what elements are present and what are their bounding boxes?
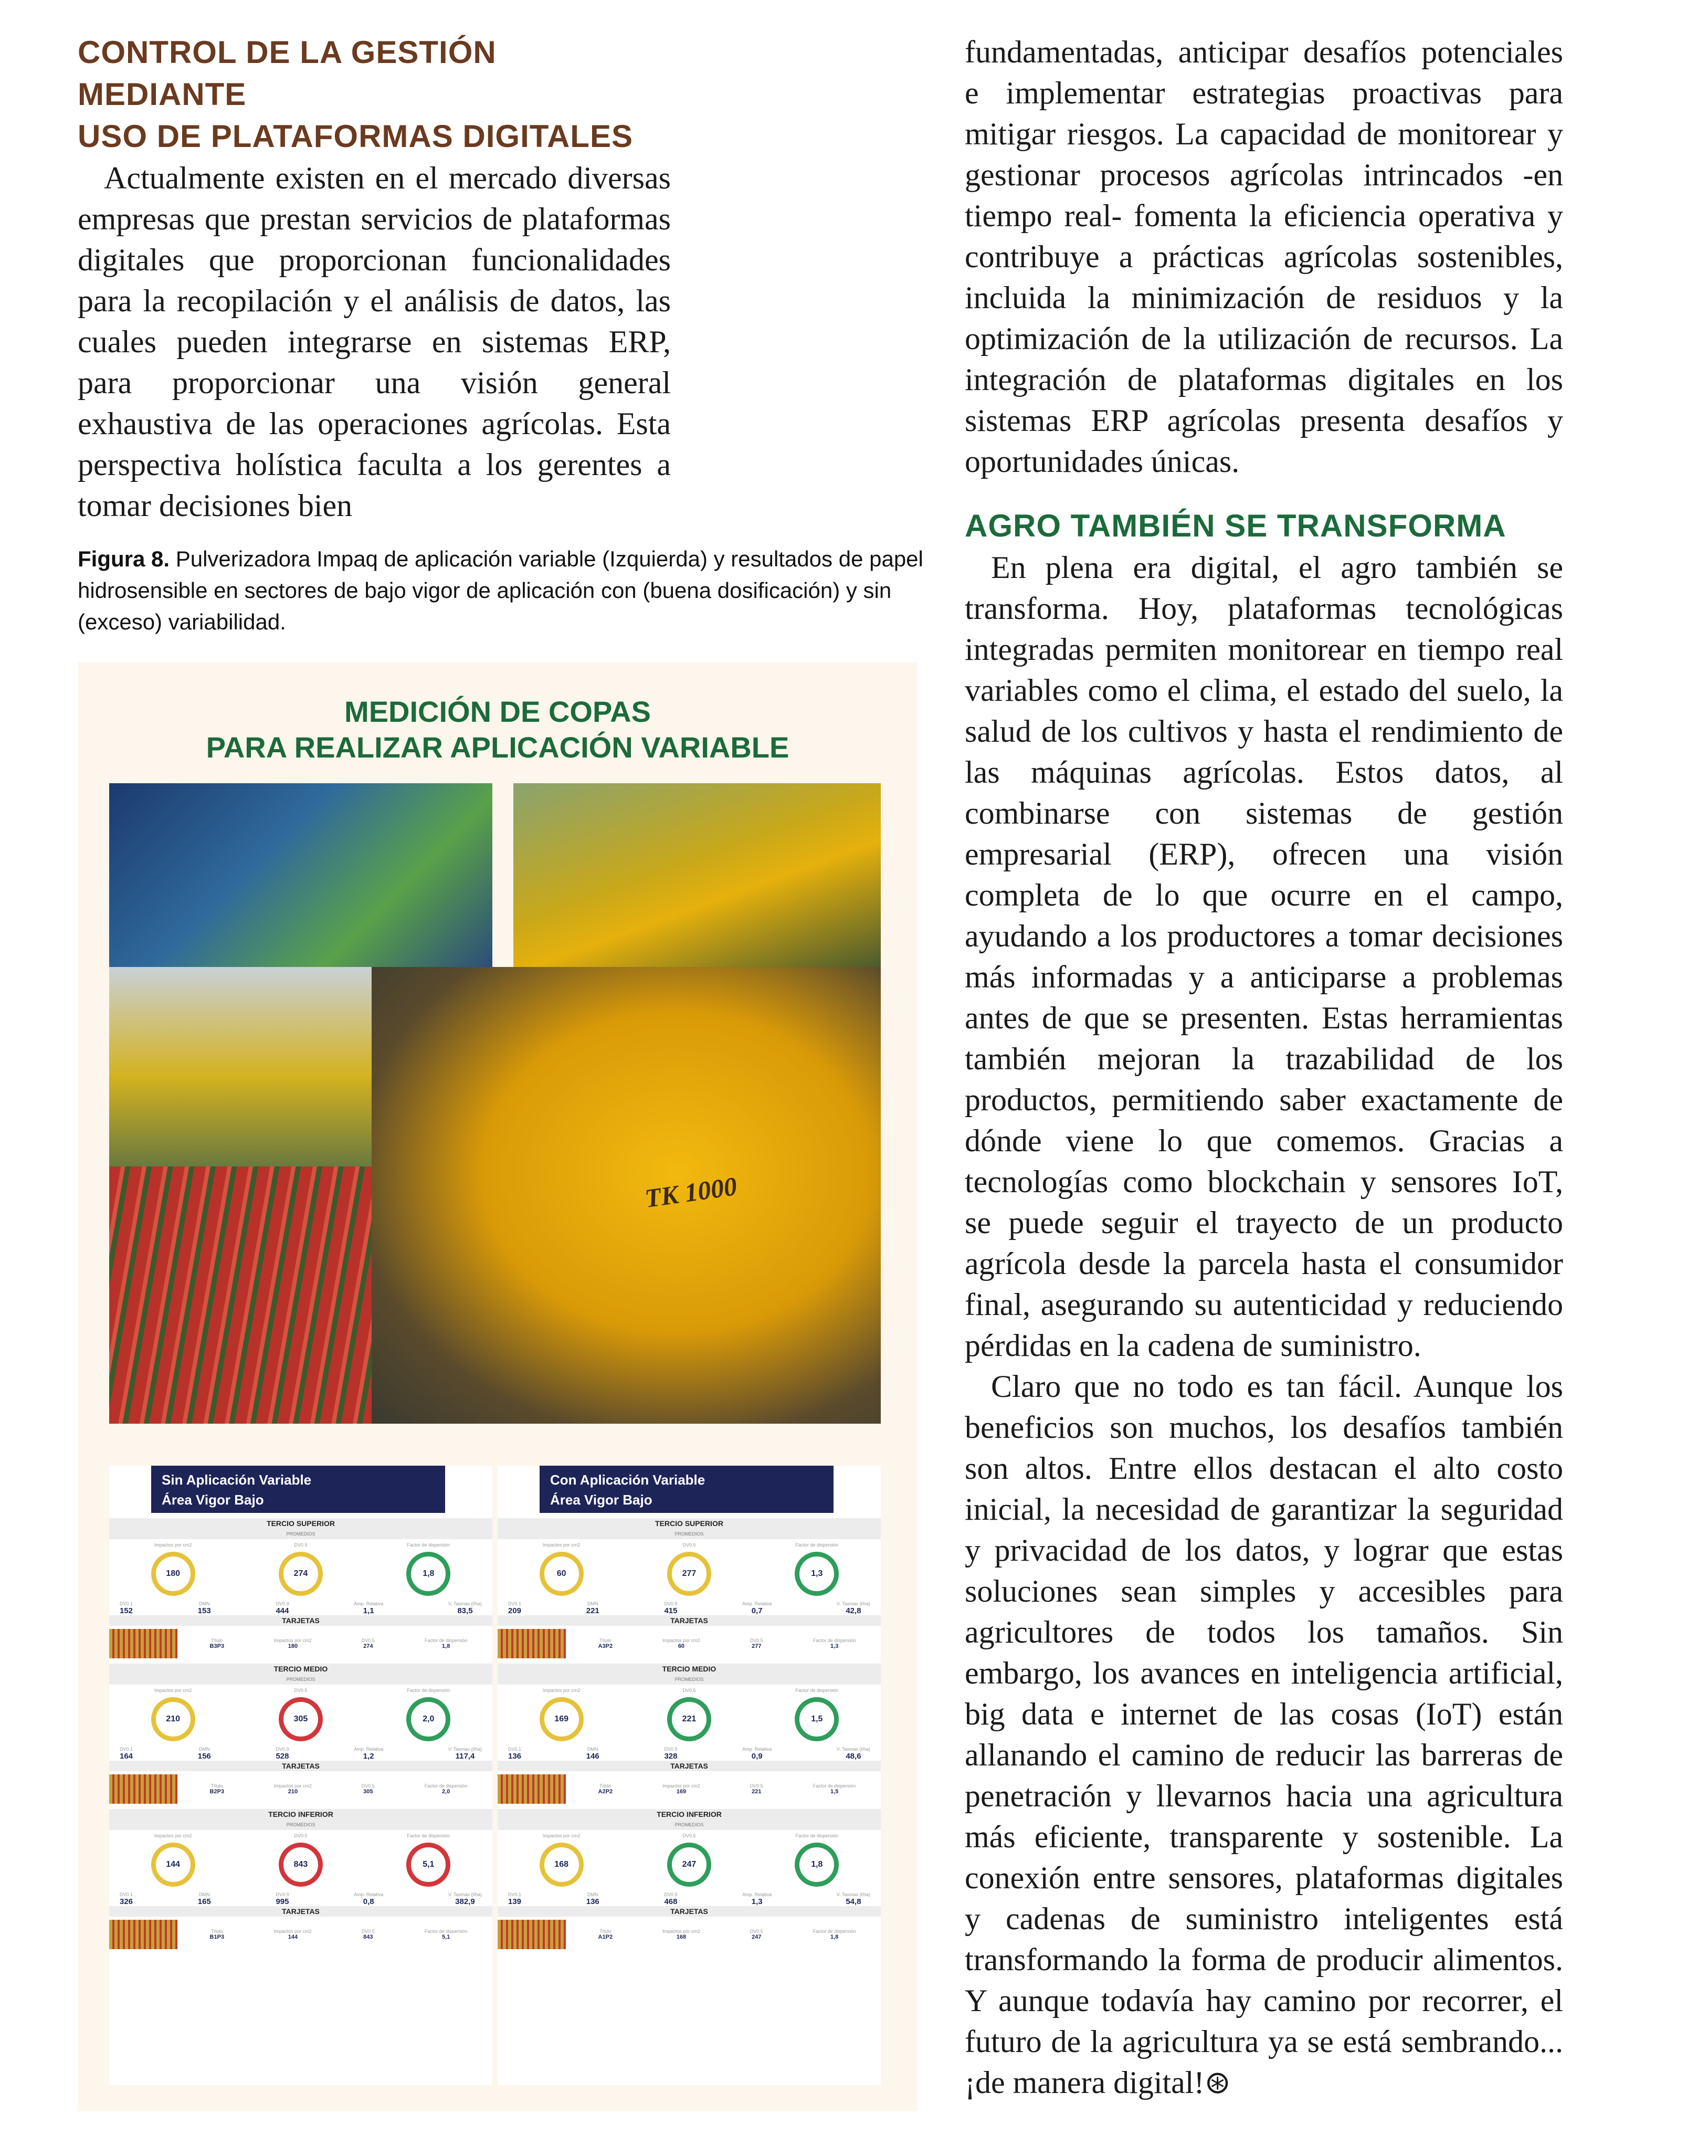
section-tercio xyxy=(498,1809,881,1949)
tractor-sprayer-photo xyxy=(109,967,372,1166)
section-title: TERCIO MEDIO PROMEDIOS xyxy=(498,1664,881,1685)
gauge-ring: 221 xyxy=(667,1697,711,1741)
panel-header: Con Aplicación Variable Área Vigor Bajo xyxy=(540,1466,834,1513)
tablet-map-photo xyxy=(109,783,492,967)
tarjeta-cell: DV0.5 305 xyxy=(361,1783,375,1795)
water-sensitive-paper-image xyxy=(109,1920,177,1949)
gauge-ring: 180 xyxy=(151,1552,195,1596)
section-heading-agro: AGRO TAMBIÉN SE TRANSFORMA xyxy=(965,508,1506,543)
tarjeta-cell: DV0.5 277 xyxy=(750,1638,763,1649)
gauge: Impactos por cm2 144 xyxy=(126,1833,220,1889)
gauge: Impactos por cm2 168 xyxy=(514,1833,609,1889)
tarjeta-row xyxy=(109,1774,492,1804)
gauge: Factor de dispersión 1,8 xyxy=(381,1542,476,1598)
stat: V. Tasmax (l/ha) 382,9 xyxy=(448,1892,482,1906)
stat: DV0.9 444 xyxy=(276,1601,289,1615)
stats-row xyxy=(109,1892,492,1906)
stat: DV0.1 136 xyxy=(508,1747,522,1761)
stat: Amp. Relativa 0,8 xyxy=(354,1892,384,1906)
tarjetas-title: TARJETAS xyxy=(109,1906,492,1917)
stat: V. Tasmax (l/ha) 117,4 xyxy=(448,1747,482,1761)
gauge-ring: 60 xyxy=(540,1552,584,1596)
tarjeta-cell: Impactos por cm2 168 xyxy=(662,1929,700,1940)
gauge-row xyxy=(109,1830,492,1892)
article-body-left xyxy=(78,157,671,526)
gauge: Factor de dispersión 1,5 xyxy=(769,1688,864,1743)
gauge-row xyxy=(498,1830,881,1892)
caption-text: Pulverizadora Impaq de aplicación variable (Izquierda) y resultados de papel hidrosensible en sectores de bajo vigor de aplicación con (buena dosificación) y sin (exceso) variabilidad. xyxy=(78,546,923,634)
gauge-ring: 169 xyxy=(540,1697,584,1741)
gauge-row xyxy=(498,1539,881,1601)
stat: V. Tasmax (l/ha) 42,8 xyxy=(836,1601,870,1615)
gauge-ring: 1,8 xyxy=(406,1552,450,1596)
section-tercio xyxy=(109,1664,492,1804)
gauge: Factor de dispersión 2,0 xyxy=(381,1688,476,1743)
right-column xyxy=(965,31,1563,2103)
tarjeta-cell: Impactos por cm2 180 xyxy=(274,1638,312,1649)
stats-row xyxy=(498,1892,881,1906)
stat: DV0.1 139 xyxy=(508,1892,522,1906)
stat: DV0.9 528 xyxy=(276,1747,289,1761)
stat: DV0.9 328 xyxy=(664,1747,678,1761)
stat: Amp. Relativa 1,3 xyxy=(742,1892,772,1906)
tarjeta-cell: Factor de dispersión 1,8 xyxy=(424,1638,468,1649)
stat: DMN 221 xyxy=(586,1601,599,1615)
tarjeta-row xyxy=(498,1629,881,1658)
stats-row xyxy=(109,1747,492,1761)
gauge: Impactos por cm2 169 xyxy=(514,1688,609,1743)
gauge: DV0.5 843 xyxy=(254,1833,348,1889)
article-body-agro xyxy=(965,547,1563,2103)
section-tercio xyxy=(498,1518,881,1658)
gauge: DV0.5 277 xyxy=(642,1542,736,1598)
sprayer-tank-photo xyxy=(513,783,881,967)
end-mark-icon: ⊛ xyxy=(1204,2065,1231,2100)
tarjeta-row xyxy=(498,1774,881,1804)
gauge-ring: 1,8 xyxy=(795,1843,839,1887)
water-sensitive-paper-image xyxy=(109,1774,177,1804)
tarjeta-cell: Impactos por cm2 210 xyxy=(274,1783,312,1795)
gauge-ring: 168 xyxy=(540,1843,584,1887)
stat: Amp. Relativa 0,7 xyxy=(742,1601,772,1615)
tarjetas-title: TARJETAS xyxy=(109,1615,492,1626)
tarjeta-row xyxy=(498,1920,881,1949)
gauge-row xyxy=(498,1685,881,1747)
gauge-ring: 247 xyxy=(667,1843,711,1887)
tarjeta-cell: Título B2P3 xyxy=(209,1783,225,1795)
stat: DV0.1 152 xyxy=(120,1601,133,1615)
gauge-row xyxy=(109,1685,492,1747)
gauge: DV0.5 247 xyxy=(642,1833,736,1889)
panel-header: Sin Aplicación Variable Área Vigor Bajo xyxy=(151,1466,445,1513)
tarjeta-cell: Factor de dispersión 1,5 xyxy=(813,1783,856,1795)
gauge-row xyxy=(109,1539,492,1601)
stat: DMN 146 xyxy=(586,1747,599,1761)
stat: Amp. Relativa 1,2 xyxy=(354,1747,384,1761)
figure-caption xyxy=(78,543,928,638)
section-title: TERCIO INFERIOR PROMEDIOS xyxy=(498,1809,881,1830)
gauge-ring: 1,5 xyxy=(795,1697,839,1741)
continuation-paragraph: fundamentadas, anticipar desafíos potenciales e implementar estrategias proactivas para mitigar riesgos. La capacidad de monitorear y gestionar procesos agrícolas intrincados -en tiempo real- fomenta la eficiencia operativa y contribuye a prácticas agrícolas sostenibles, incluida la minimización de residuos y la optimización de la utilización de recursos. La integración de plataformas digitales en los sistemas ERP agrícolas presenta desafíos y oportunidades únicas. xyxy=(965,35,1563,479)
section-title: TERCIO INFERIOR PROMEDIOS xyxy=(109,1809,492,1830)
section-heading-control: CONTROL DE LA GESTIÓN MEDIANTE USO DE PLATAFORMAS DIGITALES xyxy=(78,35,633,154)
stat: DV0.9 995 xyxy=(276,1892,289,1906)
tarjeta-cell: Impactos por cm2 169 xyxy=(662,1783,700,1795)
gauge: Factor de dispersión 1,8 xyxy=(769,1833,864,1889)
paragraph: Actualmente existen en el mercado diversas empresas que prestan servicios de plataformas digitales que proporcionan funcionalidades para la recopilación y el análisis de datos, las cuales pueden integrarse en sistemas ERP, para proporcionar una visión general exhaustiva de las operaciones agrícolas. Esta perspectiva holística faculta a los gerentes a tomar decisiones bien xyxy=(78,161,671,523)
tarjeta-cell: Factor de dispersión 1,8 xyxy=(813,1929,856,1940)
water-sensitive-paper-image xyxy=(109,1629,177,1658)
tarjeta-cell: DV0.5 221 xyxy=(750,1783,763,1795)
tarjetas-title: TARJETAS xyxy=(498,1615,881,1626)
gauge-ring: 277 xyxy=(667,1552,711,1596)
figure-title: MEDICIÓN DE COPAS PARA REALIZAR APLICACIÓN VARIABLE xyxy=(206,695,789,764)
tarjetas-title: TARJETAS xyxy=(498,1906,881,1917)
stat: DMN 136 xyxy=(586,1892,599,1906)
stats-row xyxy=(498,1601,881,1615)
tarjeta-row xyxy=(109,1629,492,1658)
machine-label: TK 1000 xyxy=(642,1171,739,1214)
gauge: DV0.5 274 xyxy=(254,1542,348,1598)
tarjeta-cell: DV0.5 274 xyxy=(361,1638,375,1649)
stat: Amp. Relativa 1,1 xyxy=(354,1601,384,1615)
stat: DV0.1 209 xyxy=(508,1601,522,1615)
tarjeta-cell: DV0.5 843 xyxy=(361,1929,375,1940)
gauge-ring: 305 xyxy=(279,1697,323,1741)
stats-row xyxy=(109,1601,492,1615)
stat: DMN 153 xyxy=(197,1601,211,1615)
section-tercio xyxy=(109,1518,492,1658)
gauge: Impactos por cm2 210 xyxy=(126,1688,220,1743)
tarjeta-cell: Título A3P2 xyxy=(598,1638,613,1649)
tarjeta-cell: Título B1P3 xyxy=(209,1929,225,1940)
paragraph: Claro que no todo es tan fácil. Aunque los beneficios son muchos, los desafíos también son altos. Entre ellos destacan el alto costo inicial, la necesidad de garantizar la seguridad y privacidad de los datos, y lograr que estas soluciones sean simples y accesibles para agricultores de todos los tamaños. Sin embargo, los avances en inteligencia artificial, big data e internet de las cosas (IoT) están allanando el camino de reducir las barreras de penetración y llevarnos hacia una agricultura más eficiente, transparente y sostenible. La conexión entre sensores, plataformas digitales y cadenas de suministro inteligentes está transformando la forma de producir alimentos. Y aunque todavía hay camino por recorrer, el futuro de la agricultura ya se está sembrando... ¡de manera digital!⊛ xyxy=(965,1369,1563,2100)
gauge: Factor de dispersión 1,3 xyxy=(769,1542,864,1598)
stat: DV0.9 415 xyxy=(664,1601,678,1615)
gauge-ring: 2,0 xyxy=(406,1697,450,1741)
panel-sin-aplicacion xyxy=(109,1466,492,2085)
stat: V. Tasmax (l/ha) 48,6 xyxy=(836,1747,870,1761)
sprayer-closeup-photo xyxy=(372,967,881,1424)
tarjeta-cell: Título A1P2 xyxy=(598,1929,613,1940)
gauge-ring: 144 xyxy=(151,1843,195,1887)
tarjeta-cell: Factor de dispersión 2,0 xyxy=(424,1783,468,1795)
stat: DV0.1 164 xyxy=(120,1747,133,1761)
stat: V. Tasmax (l/ha) 83,5 xyxy=(448,1601,482,1615)
tarjeta-cell: Factor de dispersión 5,1 xyxy=(424,1929,468,1940)
tarjeta-cell: Título B3P3 xyxy=(209,1638,225,1649)
section-title: TERCIO SUPERIOR PROMEDIOS xyxy=(498,1518,881,1539)
stat: Amp. Relativa 0,9 xyxy=(742,1747,772,1761)
stats-row xyxy=(498,1747,881,1761)
section-tercio xyxy=(109,1809,492,1949)
section-title: TERCIO MEDIO PROMEDIOS xyxy=(109,1664,492,1685)
gauge: Impactos por cm2 180 xyxy=(126,1542,220,1598)
water-sensitive-paper-image xyxy=(498,1920,566,1949)
water-sensitive-paper-image xyxy=(498,1629,566,1658)
water-sensitive-paper-image xyxy=(498,1774,566,1804)
tarjeta-cell: Impactos por cm2 144 xyxy=(274,1929,312,1940)
gauge-ring: 274 xyxy=(279,1552,323,1596)
stat: DV0.9 468 xyxy=(664,1892,678,1906)
stat: DV0.1 326 xyxy=(120,1892,133,1906)
gauge-ring: 210 xyxy=(151,1697,195,1741)
gauge: DV0.5 221 xyxy=(642,1688,736,1743)
gauge-ring: 5,1 xyxy=(406,1843,450,1887)
tarjeta-cell: Factor de dispersión 1,3 xyxy=(813,1638,856,1649)
figure-8 xyxy=(78,662,918,2111)
tarjeta-row xyxy=(109,1920,492,1949)
gauge: Impactos por cm2 60 xyxy=(514,1542,609,1598)
gauge: Factor de dispersión 5,1 xyxy=(381,1833,476,1889)
aerial-vineyard-photo xyxy=(109,1166,372,1424)
tarjetas-title: TARJETAS xyxy=(109,1761,492,1771)
tarjeta-cell: DV0.5 247 xyxy=(750,1929,763,1940)
stat: V. Tasmax (l/ha) 54,8 xyxy=(836,1892,870,1906)
section-tercio xyxy=(498,1664,881,1804)
stat: DMN 165 xyxy=(197,1892,211,1906)
paragraph: En plena era digital, el agro también se transforma. Hoy, plataformas tecnológicas integradas permiten monitorear en tiempo real variables como el clima, el estado del suelo, la salud de los cultivos y hasta el rendimiento de las máquinas agrícolas. Estos datos, al combinarse con sistemas de gestión empresarial (ERP), ofrecen una visión completa de lo que ocurre en el campo, ayudando a los productores a tomar decisiones más informadas y a anticiparse a problemas antes de que se presenten. Estas herramientas también mejoran la trazabilidad de los productos, permitiendo saber exactamente de dónde viene lo que comemos. Gracias a tecnologías como blockchain y sensores IoT, se puede seguir el trayecto de un producto agrícola desde la parcela hasta el consumidor final, asegurando su autenticidad y reduciendo pérdidas en la cadena de suministro. xyxy=(965,550,1563,1363)
gauge-ring: 843 xyxy=(279,1843,323,1887)
gauge-ring: 1,3 xyxy=(795,1552,839,1596)
left-column xyxy=(78,31,671,526)
tarjeta-cell: Impactos por cm2 60 xyxy=(662,1638,700,1649)
stat: DMN 156 xyxy=(197,1747,211,1761)
section-title: TERCIO SUPERIOR PROMEDIOS xyxy=(109,1518,492,1539)
caption-label: Figura 8. xyxy=(78,546,170,571)
gauge: DV0.5 305 xyxy=(254,1688,348,1743)
panel-con-aplicacion xyxy=(498,1466,881,2085)
article-body-right xyxy=(965,31,1563,482)
tarjeta-cell: Título A2P2 xyxy=(598,1783,613,1795)
tarjetas-title: TARJETAS xyxy=(498,1761,881,1771)
